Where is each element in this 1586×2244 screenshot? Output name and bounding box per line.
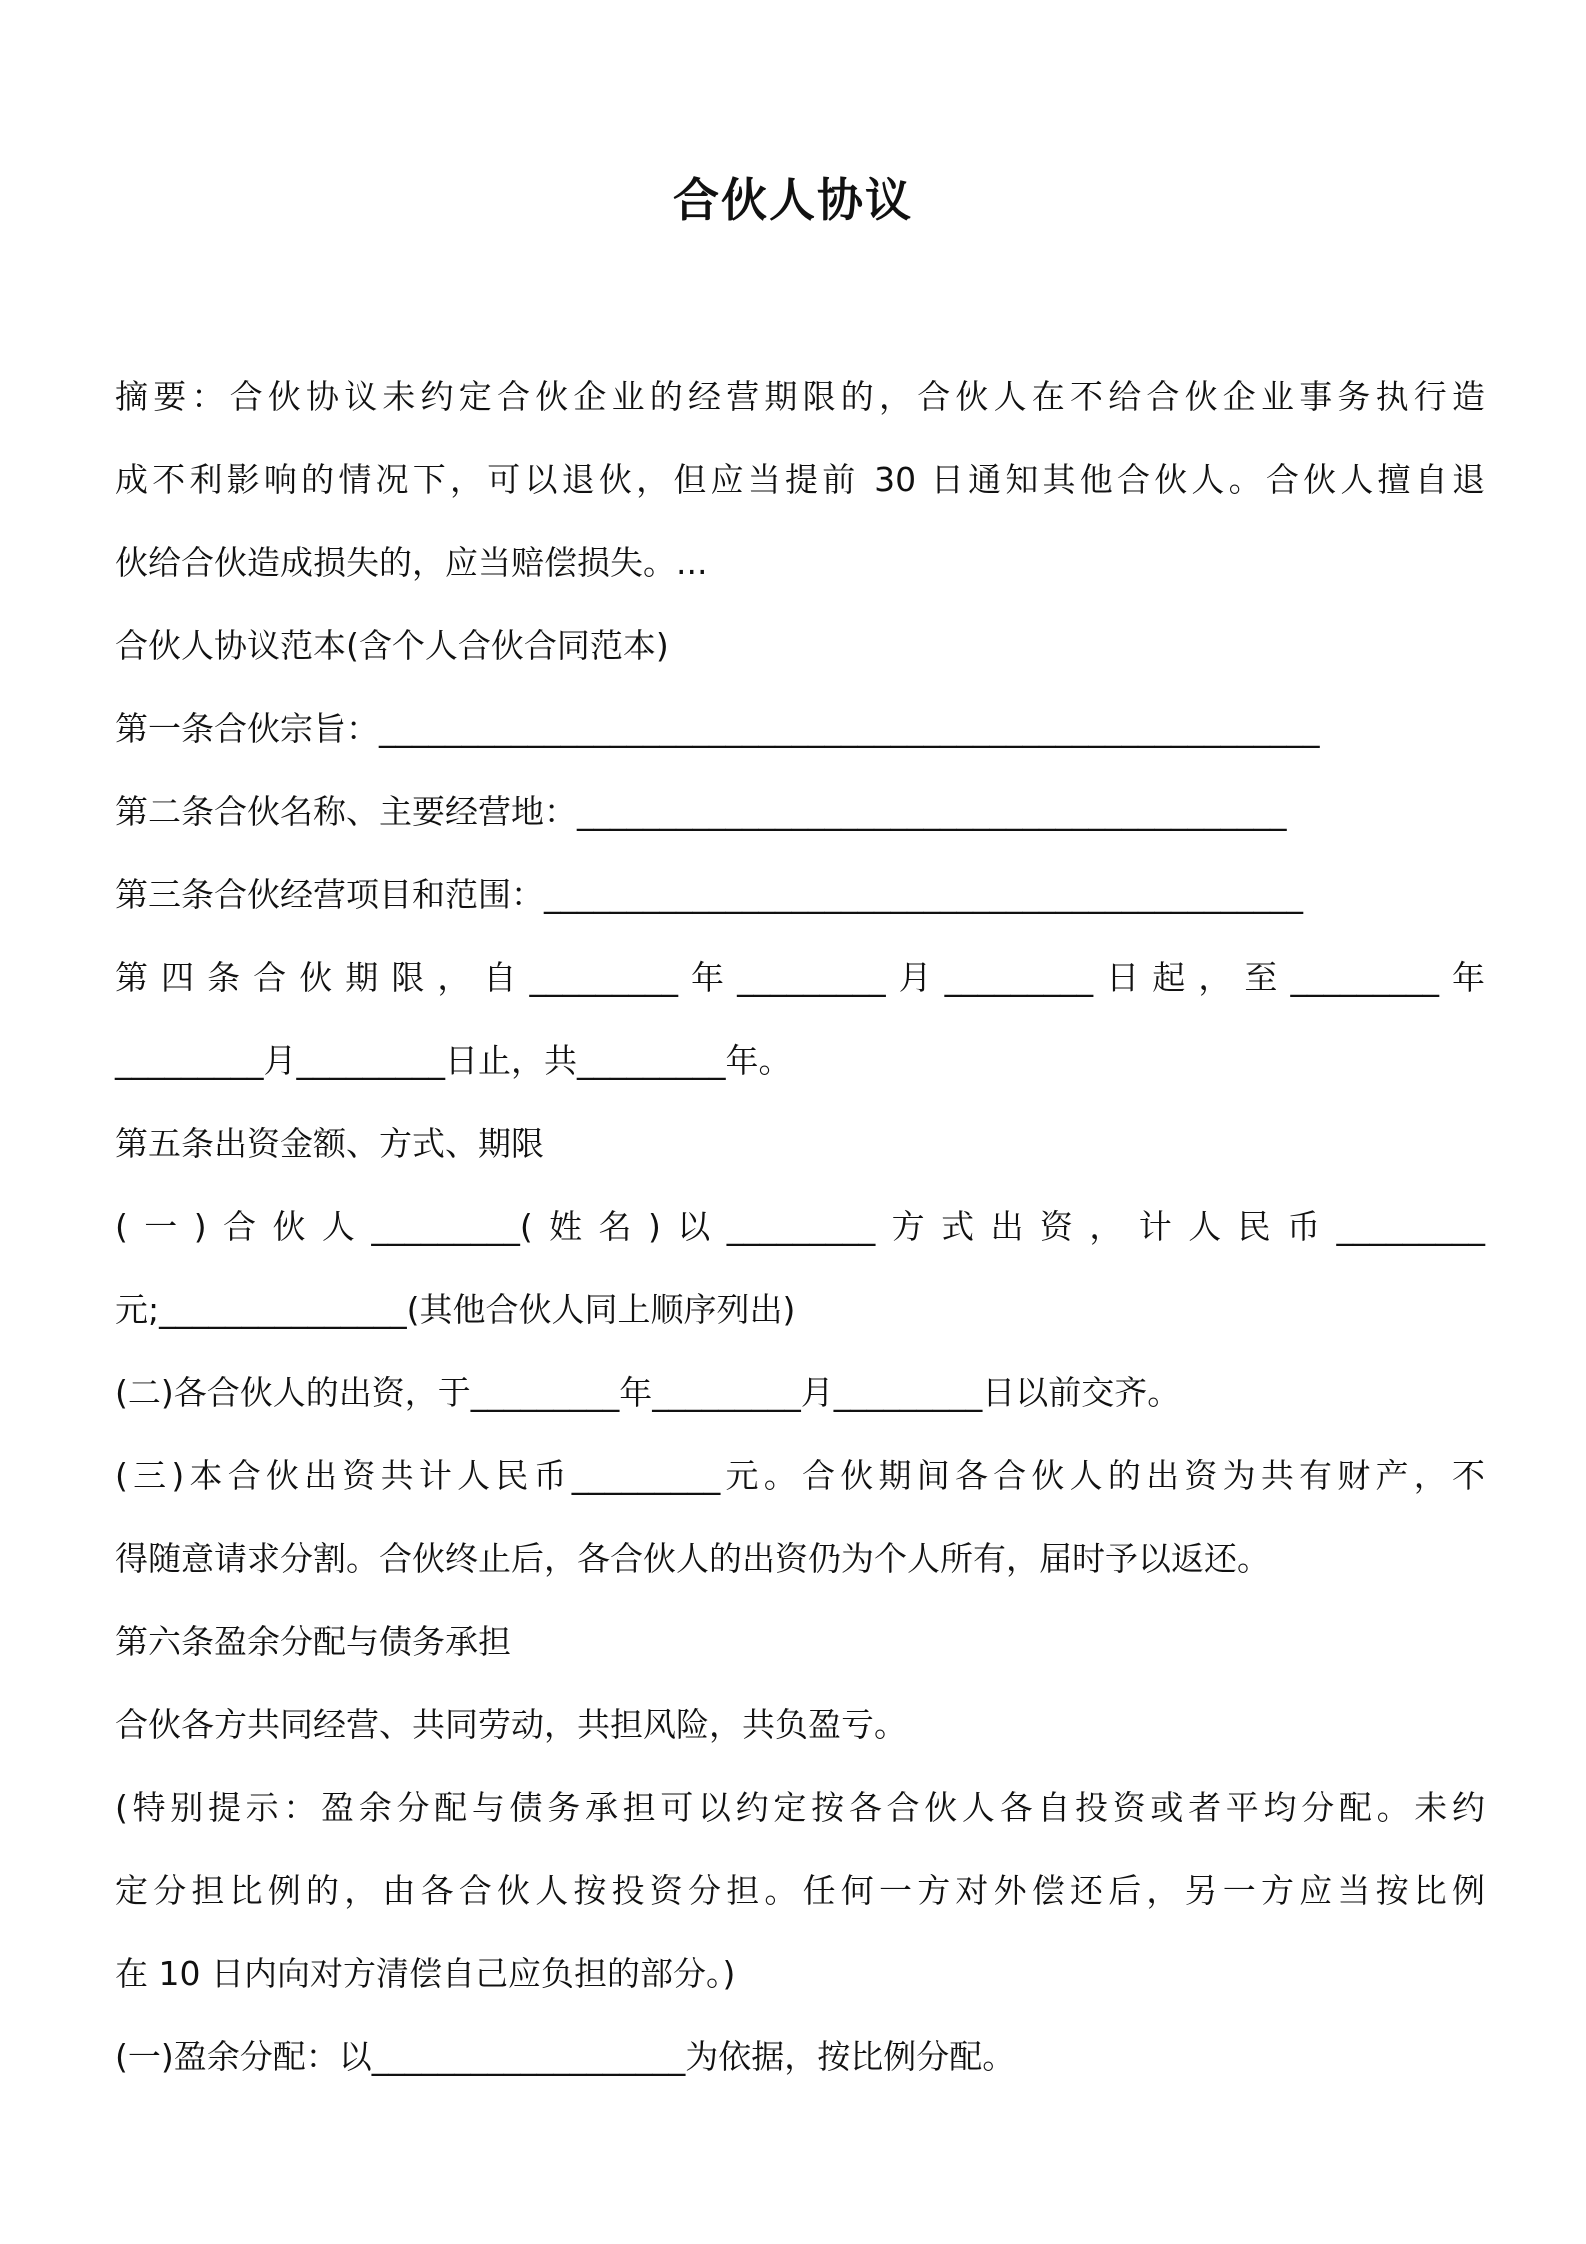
- template-heading: 合伙人协议范本(含个人合伙合同范本): [115, 626, 669, 665]
- article-5-item-1-line-2: 元;_______________(其他合伙人同上顺序列出): [115, 1290, 796, 1329]
- special-note-line-2: 定分担比例的，由各合伙人按投资分担。任何一方对外偿还后，另一方应当按比例: [115, 1871, 1485, 1910]
- article-3: 第三条合伙经营项目和范围：______________________________________________: [115, 875, 1303, 914]
- article-5-item-1-line-1: (一)合伙人_________(姓名)以_________方式出资，计人民币_________: [115, 1207, 1485, 1246]
- article-2: 第二条合伙名称、主要经营地：___________________________________________: [115, 792, 1287, 831]
- special-note-line-3: 在 10 日内向对方清偿自己应负担的部分。): [115, 1954, 736, 1993]
- article-4-line-2: _________月_________日止，共_________年。: [115, 1041, 792, 1080]
- abstract-line-2: 成不利影响的情况下，可以退伙，但应当提前 30 日通知其他合伙人。合伙人擅自退: [115, 460, 1485, 499]
- article-5-heading: 第五条出资金额、方式、期限: [115, 1124, 544, 1163]
- article-4-line-1: 第四条合伙期限，自_________年_________月_________日起，至_________年: [115, 958, 1485, 997]
- article-6-item-1: (一)盈余分配：以___________________为依据，按比例分配。: [115, 2037, 1016, 2076]
- document-body: [115, 355, 1485, 2098]
- abstract-line-1: 摘要：合伙协议未约定合伙企业的经营期限的，合伙人在不给合伙企业事务执行造: [115, 377, 1485, 416]
- document-title: 合伙人协议: [673, 173, 913, 227]
- article-6-principle: 合伙各方共同经营、共同劳动，共担风险，共负盈亏。: [115, 1705, 907, 1744]
- article-1: 第一条合伙宗旨：_________________________________________________________: [115, 709, 1320, 748]
- article-5-item-2: (二)各合伙人的出资，于_________年_________月_________日以前交齐。: [115, 1373, 1181, 1412]
- article-5-item-3-line-1: (三)本合伙出资共计人民币_________元。合伙期间各合伙人的出资为共有财产，不: [115, 1456, 1485, 1495]
- abstract-line-3: 伙给合伙造成损失的，应当赔偿损失。...: [115, 543, 708, 582]
- article-5-item-3-line-2: 得随意请求分割。合伙终止后，各合伙人的出资仍为个人所有，届时予以返还。: [115, 1539, 1270, 1578]
- article-6-heading: 第六条盈余分配与债务承担: [115, 1622, 511, 1661]
- special-note-line-1: (特别提示：盈余分配与债务承担可以约定按各合伙人各自投资或者平均分配。未约: [115, 1788, 1485, 1827]
